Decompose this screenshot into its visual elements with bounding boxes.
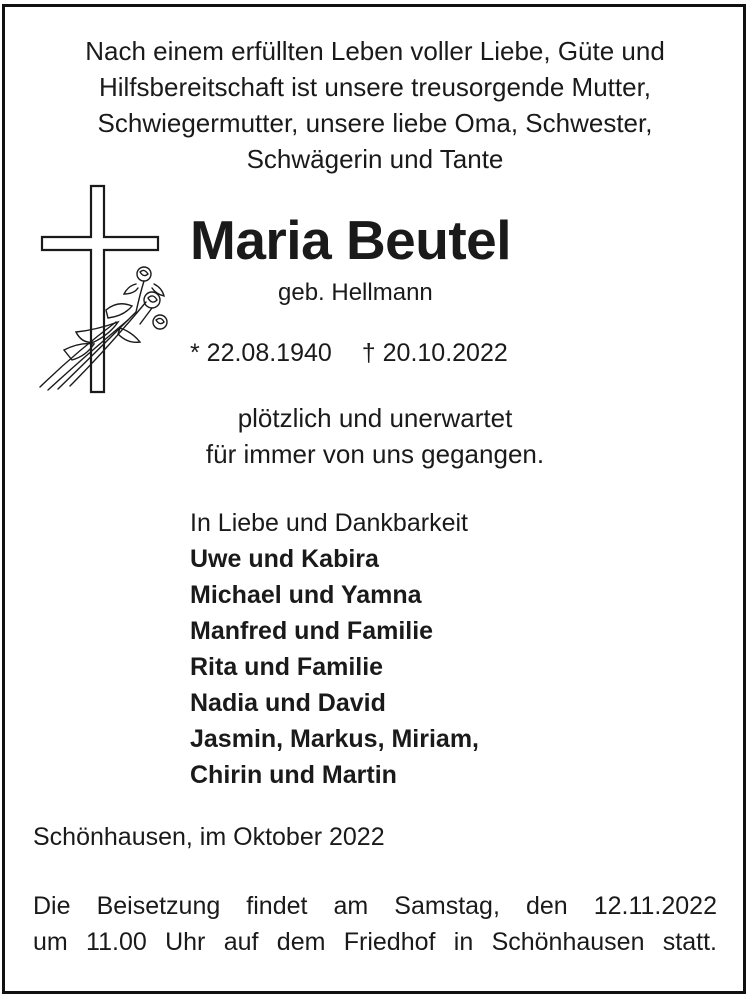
mourner-name: Jasmin, Markus, Miriam, bbox=[190, 725, 480, 753]
mourners-intro: In Liebe und Dankbarkeit bbox=[190, 509, 468, 537]
intro-line: Hilfsbereitschaft ist unsere treusorgende Mutter, bbox=[98, 72, 652, 102]
birth-date: * 22.08.1940 bbox=[190, 339, 332, 367]
passing-line: für immer von uns gegangen. bbox=[205, 439, 545, 469]
intro-line: Schwägerin und Tante bbox=[246, 144, 504, 174]
cross-with-roses-icon bbox=[36, 182, 181, 397]
mourners-block bbox=[190, 505, 479, 793]
mourners-list bbox=[190, 541, 479, 793]
life-dates bbox=[190, 338, 508, 368]
burial-line: um 11.00 Uhr auf dem Friedhof in Schönhausen statt. bbox=[33, 928, 717, 956]
deceased-name: Maria Beutel bbox=[190, 209, 512, 271]
passing-line: plötzlich und unerwartet bbox=[237, 403, 513, 433]
mourner-name: Rita und Familie bbox=[190, 653, 384, 681]
burial-notice bbox=[33, 888, 717, 960]
intro-line: Nach einem erfüllten Leben voller Liebe, Güte und bbox=[85, 36, 665, 66]
mourner-name: Uwe und Kabira bbox=[190, 545, 379, 573]
burial-line: Die Beisetzung findet am Samstag, den 12.11.2022 bbox=[33, 892, 717, 920]
cross-icon bbox=[42, 186, 158, 392]
mourner-name: Manfred und Familie bbox=[190, 617, 434, 645]
intro-line: Schwiegermutter, unsere liebe Oma, Schwester, bbox=[97, 108, 653, 138]
maiden-name: geb. Hellmann bbox=[278, 279, 433, 306]
death-date: † 20.10.2022 bbox=[361, 339, 508, 367]
place-and-date: Schönhausen, im Oktober 2022 bbox=[33, 823, 385, 851]
passing-text bbox=[190, 400, 560, 472]
mourner-name: Michael und Yamna bbox=[190, 581, 422, 609]
mourner-name: Chirin und Martin bbox=[190, 761, 397, 789]
mourner-name: Nadia und David bbox=[190, 689, 386, 717]
intro-text bbox=[0, 33, 750, 177]
